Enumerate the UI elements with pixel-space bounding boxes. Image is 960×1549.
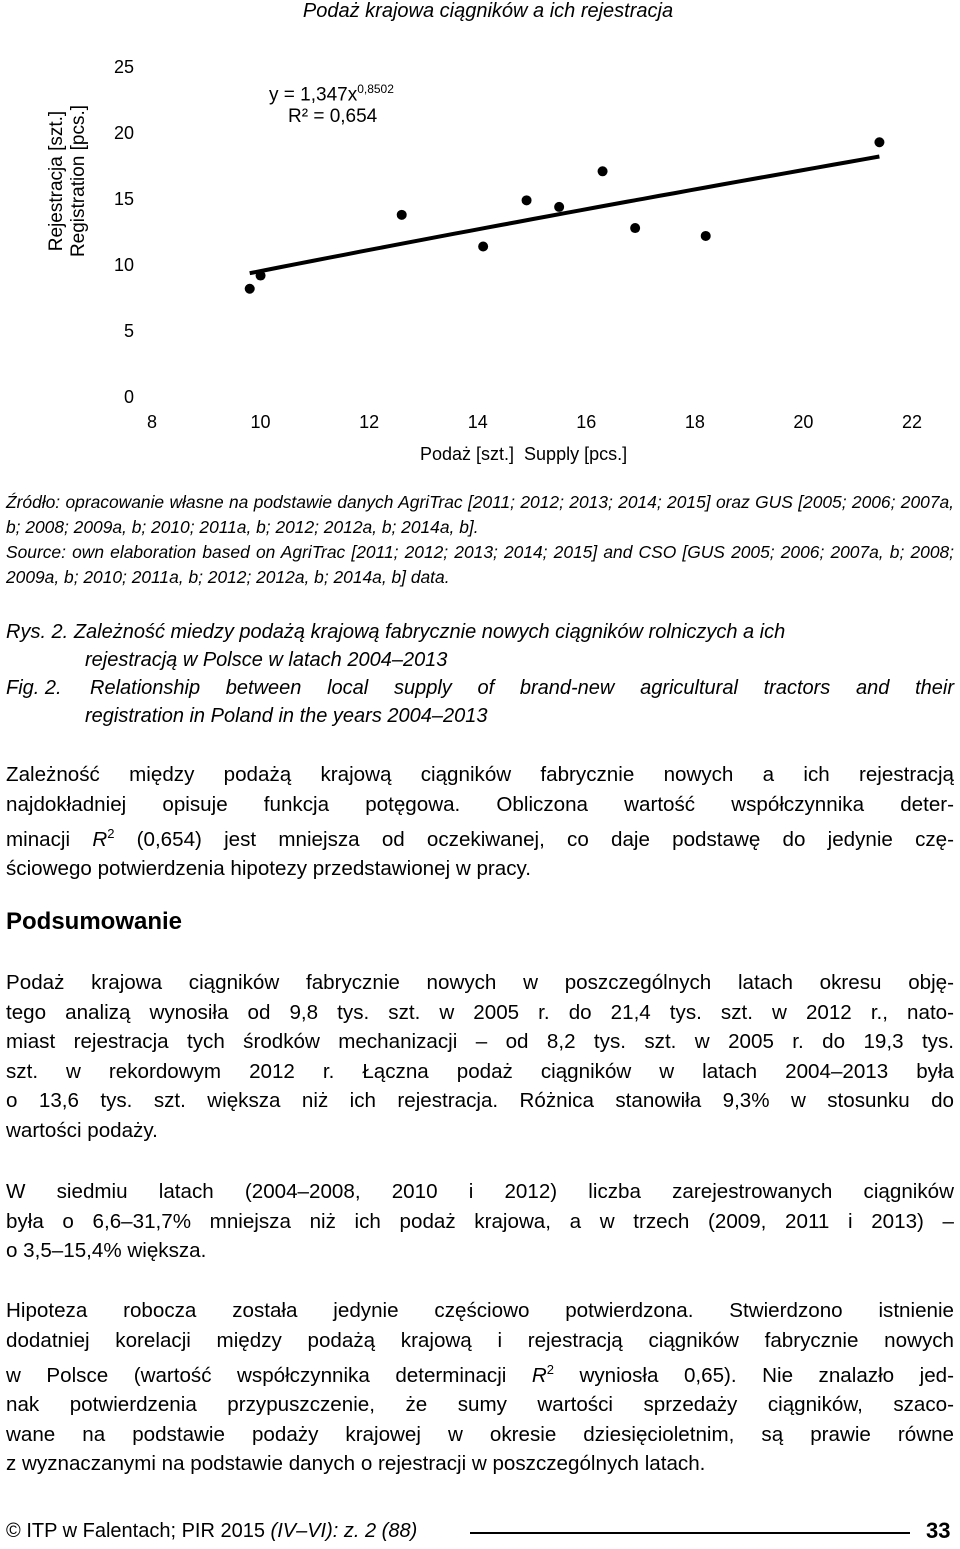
paragraph-line: tego analizą wynosiła od 9,8 tys. szt. w 2005 r. do 21,4 tys. szt. w 2012 r., nato-	[6, 1000, 954, 1024]
paragraph-line: miast rejestracja tych środków mechanizacji – od 8,2 tys. szt. w 2005 r. do 19,3 tys.	[6, 1030, 954, 1053]
caption-en-line2: registration in Poland in the years 2004–2013	[85, 705, 488, 727]
paragraph-line: ściowego potwierdzenia hipotezy przedstawionej w pracy.	[6, 857, 532, 881]
y-tick-label: 0	[123, 387, 134, 407]
text-span: wyniosła 0,65). Nie znalazło jed-	[579, 1363, 954, 1387]
copyright-icon: ©	[6, 1520, 21, 1542]
text-span: minacji	[6, 827, 71, 851]
paragraph-line: W siedmiu latach (2004–2008, 2010 i 2012) liczba zarejestrowanych ciągników	[6, 1180, 954, 1203]
paragraph-line: o 13,6 tys. szt. większa niż ich rejestracja. Różnica stanowiła 9,3% w stosunku do	[6, 1089, 954, 1112]
paragraph-line: o 3,5–15,4% większa.	[6, 1239, 207, 1262]
data-point	[630, 223, 640, 233]
paragraph-years	[6, 1177, 954, 1266]
data-point	[598, 166, 608, 176]
caption-pl-line1: Zależność miedzy podażą krajową fabrycznie nowych ciągników rolniczych a ich	[73, 621, 786, 643]
page-number: 33	[926, 1518, 951, 1543]
data-point	[397, 210, 407, 220]
paragraph-line: Zależność między podażą krajową ciągników fabrycznie nowych a ich rejestracją	[6, 763, 954, 786]
x-tick-label: 14	[467, 412, 488, 432]
caption-pl-prefix: Rys. 2.	[6, 621, 69, 643]
data-point	[256, 271, 266, 281]
trendline	[250, 157, 880, 274]
text-span: (0,654) jest mniejsza od oczekiwanej, co daje podstawę do jedynie czę-	[136, 827, 954, 851]
paragraph-line: wartości podaży.	[6, 1118, 158, 1142]
data-point	[554, 202, 564, 212]
figure-source	[6, 490, 954, 590]
caption-en-line1: Relationship between local supply of brand-new agricultural tractors and their	[90, 677, 954, 699]
source-en: Source: own elaboration based on AgriTrac [2011; 2012; 2013; 2014; 2015] and CSO [GUS 2005; 2006; 2007a, b; 2008; 2009a, b; 2010; 2011a, b; 2012; 2012a, b; 2014a, b] data.	[6, 542, 954, 587]
paragraph-line: wane na podstawie podaży krajowej w okresie dziesięcioletnim, są prawie równe	[6, 1422, 954, 1446]
x-tick-label: 22	[901, 412, 923, 432]
paragraph-line: dodatniej korelacji między podażą krajową i rejestracją ciągników fabrycznie nowych	[6, 1328, 954, 1352]
paragraph-line	[6, 1355, 954, 1390]
paragraph-line: najdokładniej opisuje funkcja potęgowa. Obliczona wartość współczynnika deter-	[6, 792, 954, 816]
caption-en-prefix: Fig. 2.	[6, 677, 62, 699]
superscript: 2	[546, 1362, 554, 1377]
data-point	[874, 137, 884, 147]
y-tick-label: 20	[113, 123, 134, 143]
footer-issue: (IV–VI): z. 2 (88)	[270, 1520, 418, 1542]
caption-pl-line2: rejestracją w Polsce w latach 2004–2013	[85, 649, 448, 671]
section-heading: Podsumowanie	[6, 908, 183, 935]
paragraph-hypothesis	[6, 1296, 954, 1479]
y-tick-label: 25	[113, 57, 134, 77]
y-axis-label-en: Registration [pcs.]	[68, 104, 89, 258]
r-symbol: R	[531, 1363, 547, 1387]
y-axis-label-pl: Rejestracja [szt.]	[46, 110, 67, 252]
x-axis-label: Podaż [szt.] Supply [pcs.]	[420, 444, 628, 464]
scatter-plot	[0, 0, 960, 470]
superscript: 2	[107, 826, 115, 841]
x-tick-label: 12	[359, 412, 380, 432]
paragraph-results	[6, 760, 954, 884]
y-axis-label	[46, 46, 90, 316]
y-tick-label: 5	[123, 321, 134, 341]
paragraph-line: była o 6,6–31,7% mniejsza niż ich podaż krajowa, a w trzech (2009, 2011 i 2013) –	[6, 1209, 954, 1233]
x-tick-label: 20	[793, 412, 814, 432]
r-squared-text: R² = 0,654	[288, 106, 378, 128]
equation-exponent: 0,8502	[357, 82, 394, 96]
data-point	[701, 231, 711, 241]
paragraph-line	[6, 819, 954, 854]
text-span: w Polsce (wartość współczynnika determinacji	[6, 1363, 507, 1387]
x-tick-label: 10	[250, 412, 271, 432]
y-tick-label: 10	[113, 255, 134, 275]
paragraph-line: Podaż krajowa ciągników fabrycznie nowych w poszczególnych latach okresu obję-	[6, 971, 954, 994]
r-symbol: R	[92, 827, 108, 851]
x-tick-label: 16	[576, 412, 597, 432]
paragraph-line: nak potwierdzenia przypuszczenie, że sumy wartości sprzedaży ciągników, szaco-	[6, 1393, 954, 1417]
y-tick-label: 15	[113, 189, 134, 209]
x-tick-label: 18	[684, 412, 705, 432]
data-point	[522, 195, 532, 205]
footer-rule	[470, 1532, 910, 1534]
data-point	[478, 242, 488, 252]
footer-journal-name: ITP w Falentach; PIR 2015	[26, 1520, 265, 1542]
equation-text: y = 1,347x	[269, 84, 358, 106]
paragraph-line: Hipoteza robocza została jedynie częściowo potwierdzona. Stwierdzono istnienie	[6, 1299, 954, 1322]
source-pl: Źródło: opracowanie własne na podstawie danych AgriTrac [2011; 2012; 2013; 2014; 2015] oraz GUS [2005; 2006; 2007a, b; 2008; 2009a, b; 2010; 2011a, b; 2012; 2012a, b; 2014a, b].	[6, 492, 954, 537]
footer-journal	[6, 1520, 417, 1543]
paragraph-line: szt. w rekordowym 2012 r. Łączna podaż ciągników w latach 2004–2013 była	[6, 1059, 954, 1083]
trendline-equation	[228, 78, 394, 128]
paragraph-line: z wyznaczanymi na podstawie danych o rejestracji w poszczególnych latach.	[6, 1452, 706, 1476]
paragraph-summary	[6, 968, 954, 1145]
figure-caption	[6, 618, 954, 730]
chart-title: Podaż krajowa ciągników a ich rejestracja	[302, 0, 674, 22]
x-tick-label: 8	[146, 412, 158, 432]
data-point	[245, 284, 255, 294]
